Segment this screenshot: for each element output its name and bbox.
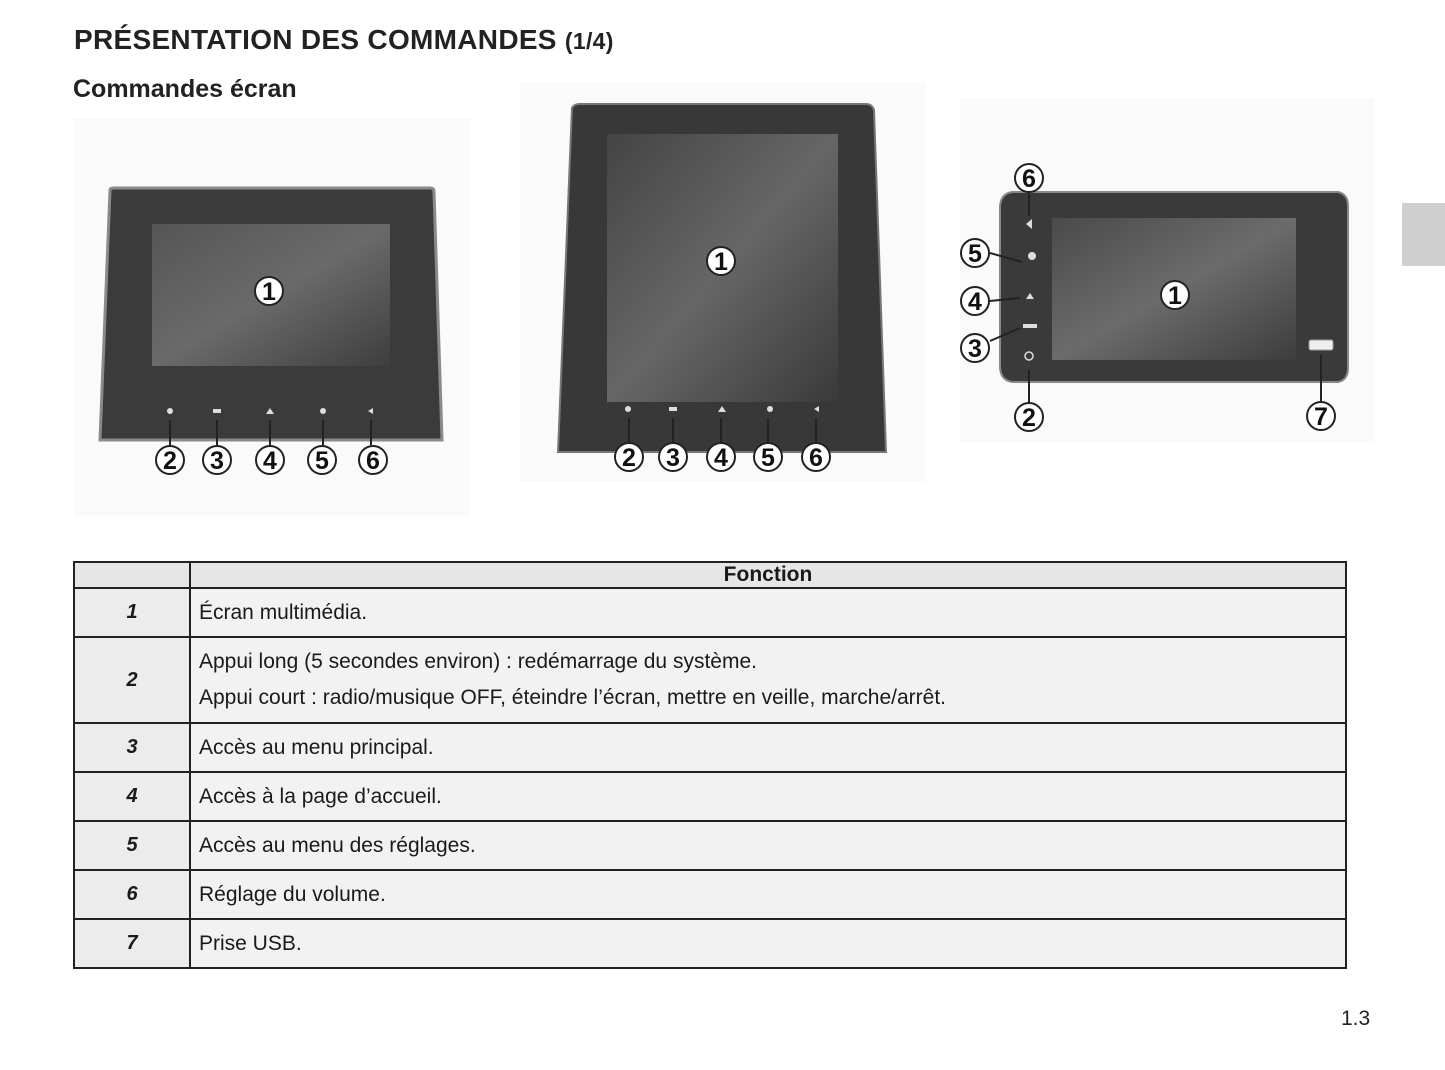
function-table bbox=[73, 561, 1347, 969]
table-row bbox=[74, 723, 1346, 772]
row-number: 5 bbox=[74, 821, 190, 870]
page-title-part: (1/4) bbox=[564, 28, 614, 54]
svg-text:3: 3 bbox=[666, 444, 680, 472]
svg-text:1: 1 bbox=[714, 248, 728, 276]
power-icon bbox=[625, 406, 631, 412]
table-row bbox=[74, 919, 1346, 968]
settings-icon bbox=[320, 408, 326, 414]
row-number: 7 bbox=[74, 919, 190, 968]
row-description: Accès au menu principal. bbox=[190, 723, 1346, 772]
table-row bbox=[74, 870, 1346, 919]
svg-text:2: 2 bbox=[163, 447, 177, 475]
callout-6 bbox=[1015, 164, 1043, 193]
menu-icon bbox=[213, 409, 221, 413]
callout-4 bbox=[256, 446, 284, 475]
svg-text:4: 4 bbox=[263, 447, 277, 475]
svg-text:2: 2 bbox=[1022, 404, 1036, 432]
page-title-text: PRÉSENTATION DES COMMANDES bbox=[74, 24, 557, 55]
callout-1 bbox=[1161, 281, 1189, 310]
page-title bbox=[74, 24, 614, 56]
settings-icon bbox=[767, 406, 773, 412]
callout-3 bbox=[961, 334, 989, 363]
svg-text:7: 7 bbox=[1314, 403, 1328, 431]
callout-5 bbox=[961, 239, 989, 268]
svg-text:4: 4 bbox=[968, 288, 982, 316]
figure-landscape-screen bbox=[74, 118, 470, 516]
svg-text:3: 3 bbox=[968, 335, 982, 363]
callout-5 bbox=[754, 443, 782, 472]
row-number: 2 bbox=[74, 637, 190, 723]
menu-icon bbox=[669, 407, 677, 411]
page-number: 1.3 bbox=[1341, 1007, 1371, 1030]
menu-icon bbox=[1023, 324, 1037, 328]
callout-4 bbox=[961, 287, 989, 316]
usb-port bbox=[1309, 340, 1333, 350]
callout-2 bbox=[156, 446, 184, 475]
svg-text:3: 3 bbox=[210, 447, 224, 475]
callout-5 bbox=[308, 446, 336, 475]
callout-6 bbox=[802, 443, 830, 472]
figure-wide-screen bbox=[960, 98, 1375, 443]
svg-text:5: 5 bbox=[315, 447, 329, 475]
row-number: 1 bbox=[74, 588, 190, 637]
row-description: Prise USB. bbox=[190, 919, 1346, 968]
svg-text:5: 5 bbox=[761, 444, 775, 472]
svg-text:2: 2 bbox=[622, 444, 636, 472]
callout-4 bbox=[707, 443, 735, 472]
callout-3 bbox=[203, 446, 231, 475]
row-description: Réglage du volume. bbox=[190, 870, 1346, 919]
row-description: Écran multimédia. bbox=[190, 588, 1346, 637]
row-description: Appui long (5 secondes environ) : redémarrage du système. Appui court : radio/musique OFF, éteindre l’écran, mettre en veille, marche/arrêt. bbox=[190, 637, 1346, 723]
section-subtitle: Commandes écran bbox=[73, 75, 297, 103]
svg-text:6: 6 bbox=[1022, 165, 1036, 193]
svg-text:5: 5 bbox=[968, 240, 982, 268]
callout-6 bbox=[359, 446, 387, 475]
callout-7 bbox=[1307, 402, 1335, 431]
svg-text:6: 6 bbox=[809, 444, 823, 472]
power-icon bbox=[167, 408, 173, 414]
figure-portrait-screen bbox=[520, 82, 925, 482]
callout-3 bbox=[659, 443, 687, 472]
row-number: 6 bbox=[74, 870, 190, 919]
settings-icon bbox=[1028, 252, 1036, 260]
row-description: Accès à la page d’accueil. bbox=[190, 772, 1346, 821]
table-row bbox=[74, 772, 1346, 821]
callout-1 bbox=[707, 247, 735, 276]
table-row bbox=[74, 588, 1346, 637]
chapter-tab bbox=[1402, 203, 1445, 266]
table-header-function: Fonction bbox=[190, 562, 1346, 588]
table-row bbox=[74, 821, 1346, 870]
table-header-empty bbox=[74, 562, 190, 588]
svg-text:6: 6 bbox=[366, 447, 380, 475]
svg-text:1: 1 bbox=[1168, 282, 1182, 310]
callout-2 bbox=[615, 443, 643, 472]
svg-text:1: 1 bbox=[262, 278, 276, 306]
callout-2 bbox=[1015, 403, 1043, 432]
row-description: Accès au menu des réglages. bbox=[190, 821, 1346, 870]
svg-text:4: 4 bbox=[714, 444, 728, 472]
row-number: 3 bbox=[74, 723, 190, 772]
callout-1 bbox=[255, 277, 283, 306]
row-number: 4 bbox=[74, 772, 190, 821]
table-row bbox=[74, 637, 1346, 723]
